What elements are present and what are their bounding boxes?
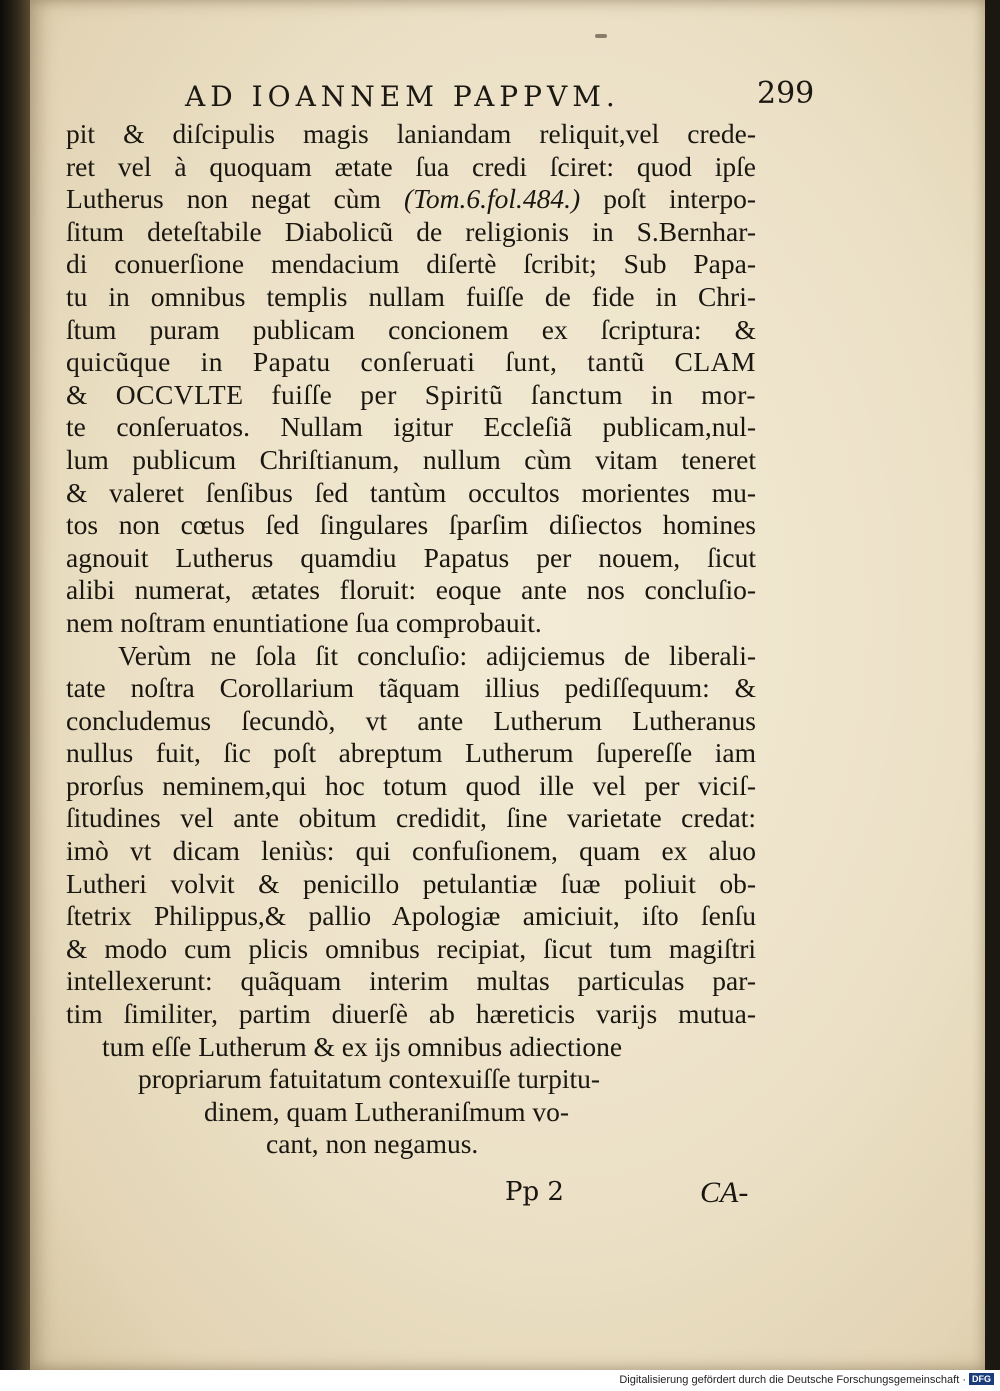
signature-mark: Pp 2 [505, 1177, 564, 1207]
page-body-text [66, 118, 756, 1161]
citation-reference: (Tom.6.fol.484.) [403, 183, 581, 215]
text-line: quicũque in Papatu conſeruati ſunt, tantũ CLAM [66, 346, 756, 378]
text-line: alibi numerat, ætates floruit: eoque ante nos concluſio- [66, 574, 756, 606]
text-line: tos non cœtus ſed ſingulares ſparſim diſiectos homines [66, 509, 756, 541]
text-line: ret vel à quoquam ætate ſua credi ſciret: quod ipſe [66, 150, 756, 182]
footer-credit-text: Digitalisierung gefördert durch die Deutsche Forschungsgemeinschaft · [619, 1374, 966, 1386]
text-line: ſtetrix Philippus,& pallio Apologiæ amiciuit, iſto ſenſu [66, 900, 756, 932]
text-line: concludemus ſecundò, vt ante Lutherum Lutheranus [66, 704, 756, 736]
text-line: propriarum fatuitatum contexuiſſe turpitu- [138, 1063, 601, 1095]
book-spine [0, 0, 30, 1370]
text-line: tim ſimiliter, partim diuerſè ab hæreticis varijs mutua- [66, 998, 756, 1030]
catchword: CA- [700, 1176, 749, 1209]
text-line: te conſeruatos. Nullam igitur Eccleſiã publicam,nul- [66, 411, 756, 443]
text-line: agnouit Lutherus quamdiu Papatus per nouem, ſicut [66, 541, 756, 573]
text-line: cant, non negamus. [266, 1128, 479, 1160]
dfg-logo: DFG [969, 1373, 994, 1385]
text-line: Verùm ne ſola ſit concluſio: adijciemus de liberali- [118, 639, 756, 671]
text-line: intellexerunt: quãquam interim multas particulas par- [66, 965, 756, 997]
text-line [66, 183, 756, 216]
text-line: ſitudines vel ante obitum credidit, ſine varietate credat: [66, 802, 756, 834]
footer-credit [619, 1373, 994, 1386]
text-line: Lutheri volvit & penicillo petulantiæ ſuæ poliuit ob- [66, 867, 756, 899]
text-line: nullus fuit, ſic poſt abreptum Lutherum ſupereſſe iam [66, 737, 756, 769]
text-line: & OCCVLTE fuiſſe per Spiritũ ſanctum in mor- [66, 378, 756, 410]
ink-smudge [595, 34, 607, 38]
text-fragment: poſt interpo- [603, 183, 757, 215]
running-head: AD IOANNEM PAPPVM. [185, 80, 620, 113]
text-line: ſtum puram publicam concionem ex ſcriptura: & [66, 313, 756, 345]
text-line: tu in omnibus templis nullam fuiſſe de fide in Chri- [66, 280, 756, 312]
text-line: prorſus neminem,qui hoc totum quod ille vel per viciſ- [66, 769, 756, 801]
text-line: imò vt dicam leniùs: qui confuſionem, quam ex aluo [66, 835, 756, 867]
text-line: lum publicum Chriſtianum, nullum cùm vitam teneret [66, 443, 756, 475]
text-line: & valeret ſenſibus ſed tantùm occultos morientes mu- [66, 476, 756, 508]
text-line: di conuerſione mendacium diſertè ſcribit; Sub Papa- [66, 248, 756, 280]
text-line: tate noſtra Corollarium tãquam illius pediſſequum: & [66, 672, 756, 704]
text-fragment: Lutherus non negat cùm [66, 183, 381, 215]
page-number: 299 [757, 76, 815, 111]
text-line: dinem, quam Lutheraniſmum vo- [204, 1095, 570, 1127]
text-line: pit & diſcipulis magis laniandam reliquit,vel crede- [66, 118, 756, 149]
text-line: nem noſtram enuntiatione ſua comprobauit. [66, 606, 542, 638]
text-line: ſitum deteſtabile Diabolicũ de religionis in S.Bernhar- [66, 215, 756, 247]
text-line: & modo cum plicis omnibus recipiat, ſicut tum magiſtri [66, 932, 756, 964]
text-line: tum eſſe Lutherum & ex ijs omnibus adiectione [102, 1030, 623, 1062]
